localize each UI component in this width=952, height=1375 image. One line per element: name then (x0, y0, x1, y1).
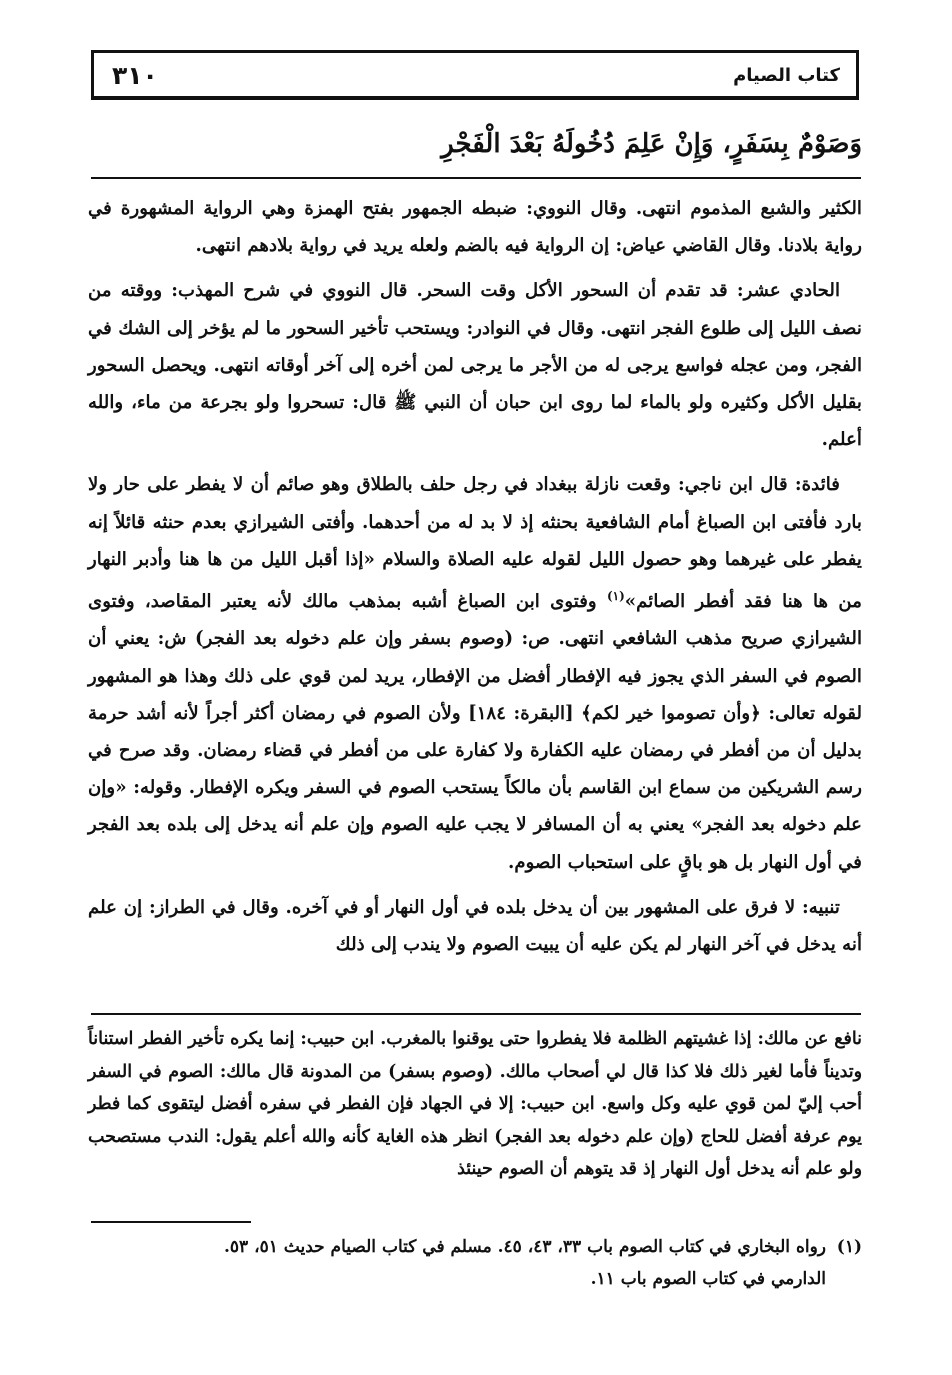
divider-middle (91, 1013, 861, 1015)
footnote-line-1: رواه البخاري في كتاب الصوم باب ٣٣، ٤٣، ٤٥. مسلم في كتاب الصيام حديث ٥١، ٥٣. (224, 1237, 826, 1257)
explanation-text-cont: يعني به أن المسافر لا يجب عليه الصوم وإن علم أنه يدخل إلى بلده بعد الفجر في أول النهار بل هو باقٍ على استحباب الصوم. (88, 814, 862, 873)
commentary-text (88, 190, 862, 971)
matn-text: وَصَوْمٌ بِسَفَرٍ، وَإِنْ عَلِمَ دُخُولَهُ بَعْدَ الْفَجْرِ (441, 129, 862, 159)
quoted-matn: (وصوم بسفر وإن علم دخوله بعد الفجر) (194, 628, 514, 650)
page-header (91, 50, 859, 100)
footnote-number: (١) (836, 1237, 862, 1257)
footnote-1 (88, 1231, 862, 1263)
divider-top (91, 177, 861, 179)
footnote-line-2: الدارمي في كتاب الصوم باب ١١. (590, 1269, 826, 1289)
benefit-text-cont: وفتوى ابن الصباغ أشبه بمذهب مالك لأنه يعتبر المقاصد، وفتوى الشيرازي صريح مذهب الشافعي انتهى. ص: (88, 591, 863, 650)
benefit-text: فائدة: قال ابن ناجي: وقعت نازلة ببغداد في رجل حلف بالطلاق وهو صائم أن لا يفطر على حار ولا بارد فأفتى ابن الصباغ أمام الشافعية بحنثه إذ لا بد له من أحدهما. وأفتى الشيرازي بعدم حنثه قائلاً إنه يفطر على غيرهما وهو حصول الليل لقوله عليه الصلاة والسلام «إذا أقبل الليل من ها هنا وأدبر النهار من ها هنا فقد أفطر الصائم» (88, 474, 862, 613)
quoted-matn-2: «وإن علم دخوله بعد الفجر» (88, 777, 862, 836)
explanation-text: ش: يعني أن الصوم في السفر الذي يجوز فيه الإفطار أفضل من الإفطار، يريد لمن قوي على ذلك وهذا هو المشهور لقوله تعالى: ﴿وأن تصوموا خير لكم﴾ [البقرة: ١٨٤] ولأن الصوم في رمضان أكثر أجراً لأنه أشد حرمة بدليل أن من أفطر في رمضان عليه الكفارة ولا كفارة على من أفطر في قضاء رمضان. وقد صرح في رسم الشريكين من سماع ابن القاسم بأن مالكاً يستحب الصوم في السفر ويكره الإفطار. وقوله: (88, 628, 862, 799)
commentary-paragraph-1: الكثير والشبع المذموم انتهى. وقال النووي: ضبطه الجمهور بفتح الهمزة وهي الرواية المشهورة في رواية بلادنا. وقال القاضي عياض: إن الرواية فيه بالضم ولعله يريد في رواية بلادهم انتهى. (88, 198, 862, 257)
marginal-gloss-text: نافع عن مالك: إذا غشيتهم الظلمة فلا يفطروا حتى يوقنوا بالمغرب. ابن حبيب: إنما يكره تأخير الفطر استناناً وتديناً فأما لغير ذلك فلا كذا قال لي أصحاب مالك. (وصوم بسفر) من المدونة قال مالك: الصوم في السفر أحب إليّ لمن قوي عليه وكل واسع. ابن حبيب: إلا في الجهاد فإن الفطر في سفره أفضل ليتقوى كما فطر يوم عرفة أفضل للحاج (وإن علم دخوله بعد الفجر) انظر هذه الغاية كأنه والله أعلم يقول: الندب مستصحب ولو علم أنه يدخل أول النهار إذ قد يتوهم أن الصوم حينئذ (88, 1029, 862, 1180)
page-number: ٣١٠ (112, 61, 158, 90)
footnotes (88, 1231, 862, 1295)
footnote-divider (91, 1221, 251, 1223)
footnote-reference: (١) (606, 589, 625, 604)
book-title: كتاب الصيام (733, 65, 840, 86)
commentary-paragraph-2: الحادي عشر: قد تقدم أن السحور الأكل وقت السحر. قال النووي في شرح المهذب: ووقته من نصف الليل إلى طلوع الفجر انتهى. وقال في النوادر: ويستحب تأخير السحور ما لم يؤخر إلى الشك في الفجر، ومن عجله فواسع يرجى له من الأجر ما يرجى لمن أخره إلى آخر أوقاته انتهى. ويحصل السحور بقليل الأكل وكثيره ولو بالماء لما روى ابن حبان أن النبي ﷺ قال: تسحروا ولو بجرعة من ماء، والله أعلم. (88, 280, 862, 451)
commentary-paragraph-4: تنبيه: لا فرق على المشهور بين أن يدخل بلده في أول النهار أو في آخره. وقال في الطراز: إن علم أنه يدخل في آخر النهار لم يكن عليه أن يبيت الصوم ولا يندب إلى ذلك (88, 896, 862, 955)
commentary-paragraph-3 (88, 466, 862, 880)
